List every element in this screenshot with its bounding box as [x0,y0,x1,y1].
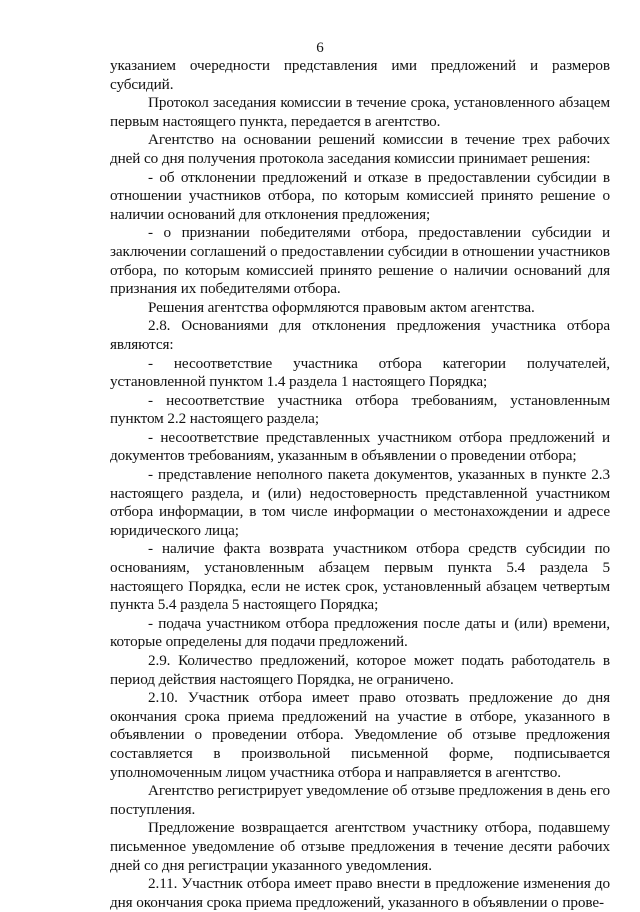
paragraph: Решения агентства оформляются правовым актом агентства. [148,298,535,316]
paragraph: Протокол заседания комиссии в течение срока, установленного абзацем первым настоящего пункта, передается в агентство. [110,94,610,130]
paragraph: - несоответствие представленных участником отбора предложений и документов требованиям, указанным в объявлении о проведении отбора; [110,428,610,465]
paragraph: Предложение возвращается агентством участнику отбора, подавшему письменное уведомление об отзыве предложения в течение десяти рабочих дней со дня регистрации указанного уведомления. [110,819,610,874]
paragraph: - представление неполного пакета документов, указанных в пункте 2.3 настоящего раздела, и (или) недостоверность представленной участником отбора информации, в том числе информации о местонахождении и адресе юридического лица; [110,466,610,539]
paragraph: - подача участником отбора предложения после даты и (или) времени, которые определены для подачи предложений. [110,614,610,651]
paragraph: 2.9. Количество предложений, которое может подать работодатель в период действия настоящего Порядка, не ограничено. [110,652,610,688]
paragraph: Агентство регистрирует уведомление об отзыве предложения в день его поступления. [110,782,610,818]
paragraph: 2.8. Основаниями для отклонения предложения участника отбора являются: [110,317,610,353]
paragraph: - несоответствие участника отбора требованиям, установленным пунктом 2.2 настоящего раздела; [110,391,610,428]
document-body [110,57,610,912]
paragraph: - о признании победителями отбора, предоставлении субсидии и заключении соглашений о предоставлении субсидии в отношении участников отбора, по которым комиссией принято решение о наличии оснований для признания их победителями отбора. [110,224,610,298]
paragraph: 2.11. Участник отбора имеет право внести в предложение изменения до дня окончания срока приема предложений, указанного в объявлении о прове- [110,875,610,911]
paragraph: Агентство на основании решений комиссии в течение трех рабочих дней со дня получения протокола заседания комиссии принимает решения: [110,131,610,167]
paragraph: - наличие факта возврата участником отбора средств субсидии по основаниям, установленным абзацем первым пункта 5.4 раздела 5 настоящего Порядка, если не истек срок, установленный абзацем четвертым пункта 5.4 раздела 5 настоящего Порядка; [110,540,610,614]
paragraph: - об отклонении предложений и отказе в предоставлении субсидии в отношении участников отбора, по которым комиссией принято решение о наличии оснований для отклонения предложения; [110,168,610,223]
paragraph: 2.10. Участник отбора имеет право отозвать предложение до дня окончания срока приема предложений на участие в отборе, указанного в объявлении о проведении отбора. Уведомление об отзыве предложения составляется в произвольной письменной форме, подписывается уполномоченным лицом участника отбора и направляется в агентство. [110,689,610,781]
paragraph: указанием очередности представления ими предложений и размеров субсидий. [110,57,610,93]
page-number: 6 [316,40,324,56]
paragraph: - несоответствие участника отбора категории получателей, установленной пунктом 1.4 раздела 1 настоящего Порядка; [110,354,610,391]
